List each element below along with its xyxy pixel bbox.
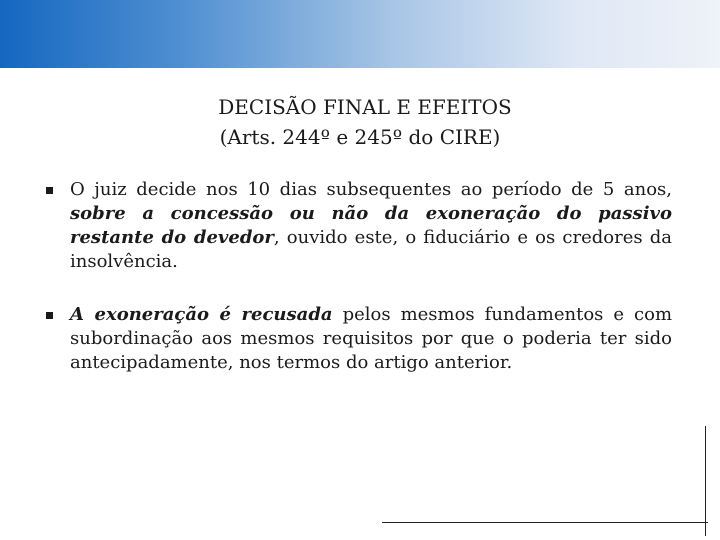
slide-title	[0, 92, 720, 152]
decorative-vertical-line	[705, 426, 706, 536]
bullet-1-rest: , ouvido este, o fiduciário e os credores da insolvência.	[70, 227, 672, 272]
bullet-item-1	[44, 178, 672, 274]
header-gradient-band	[0, 0, 720, 68]
bullet-item-2	[44, 303, 672, 375]
bullet-1-emphasis: sobre a concessão ou não da exoneração do passivo restante do devedor	[70, 203, 672, 248]
bullet-list	[44, 178, 672, 375]
title-line-2: (Arts. 244º e 245º do CIRE)	[219, 125, 501, 149]
bullet-2-rest: pelos mesmos fundamentos e com subordinação aos mesmos requisitos por que o poderia ter sido antecipadamente, nos termos do artigo anterior.	[70, 304, 673, 373]
decorative-horizontal-line	[382, 522, 708, 523]
square-bullet-icon	[46, 187, 53, 194]
bullet-1-intro: O juiz decide nos 10 dias subsequentes ao período de 5 anos,	[70, 179, 672, 200]
title-line-1: DECISÃO FINAL E EFEITOS	[218, 95, 512, 119]
square-bullet-icon	[46, 312, 53, 319]
bullet-2-emphasis: A exoneração é recusada	[70, 304, 333, 325]
